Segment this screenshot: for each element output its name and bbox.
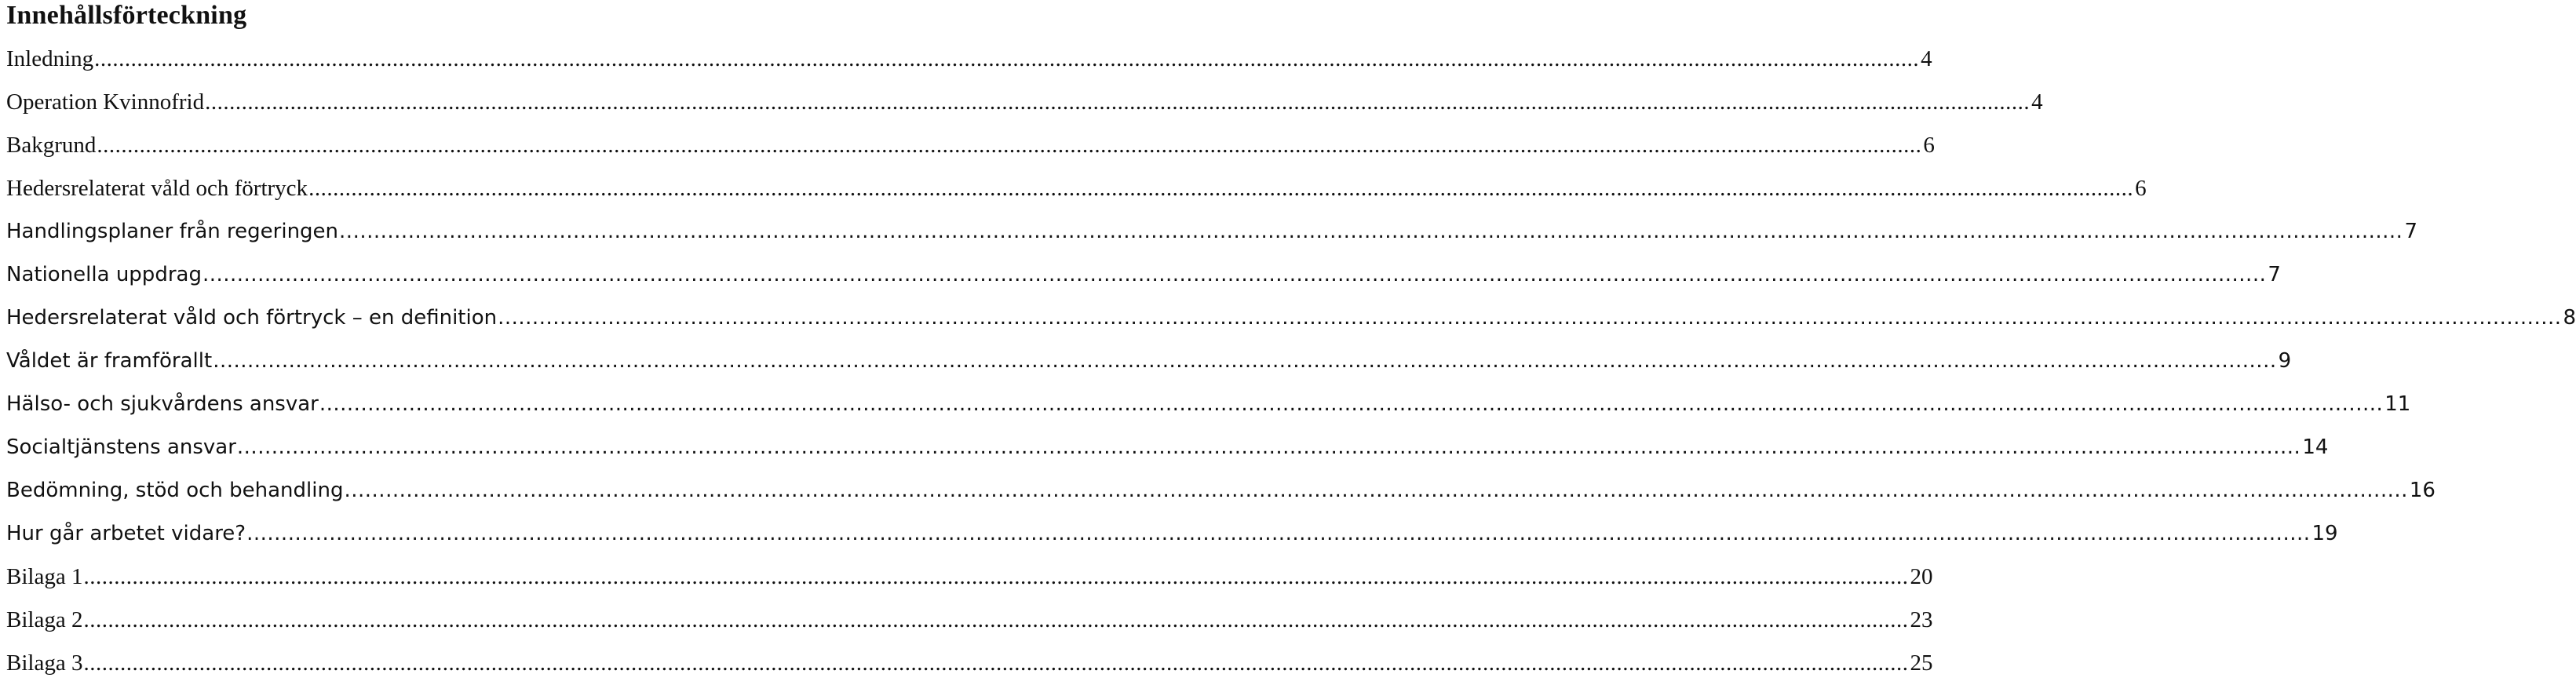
toc-entry-text: Hedersrelaterat våld och förtryck – en definition [6, 306, 498, 330]
toc-entry-text: Bilaga 1 [6, 564, 83, 589]
dot-leader: ............................................................................................................................................................................................................................................................................................................ [236, 435, 2301, 459]
toc-entry[interactable] [6, 556, 1933, 599]
toc-entry[interactable] [6, 297, 2576, 340]
toc-entry[interactable] [6, 426, 2329, 469]
toc-entry-text: Bilaga 2 [6, 607, 83, 632]
toc-entry[interactable] [6, 340, 2292, 383]
toc-entry-text: Hedersrelaterat våld och förtryck [6, 176, 308, 201]
toc-entry-page: 9 [2278, 349, 2292, 373]
toc-entry-page: 14 [2302, 435, 2329, 459]
dot-leader: ............................................................................................................................................................................................................................................................................................................ [308, 176, 2134, 201]
toc-entry[interactable] [6, 210, 2417, 253]
toc-entry-page: 7 [2404, 220, 2417, 243]
toc-entry[interactable] [6, 512, 2338, 556]
toc-entry-text: Operation Kvinnofrid [6, 89, 205, 115]
toc-entry-page: 6 [2135, 176, 2147, 201]
toc-entry-page: 4 [2031, 89, 2043, 115]
toc-entry-text: Bilaga 3 [6, 650, 83, 676]
toc-title: Innehållsförteckning [6, 1, 247, 30]
toc-entry-page: 6 [1923, 133, 1935, 158]
dot-leader: ............................................................................................................................................................................................................................................................................................................ [83, 564, 1909, 589]
toc-entry-page: 16 [2409, 479, 2436, 502]
toc-entry[interactable] [6, 642, 1933, 685]
toc-entry-text: Nationella uppdrag [6, 263, 202, 286]
toc-entry-page: 20 [1910, 564, 1933, 589]
toc-entry[interactable] [6, 167, 2147, 210]
dot-leader: ............................................................................................................................................................................................................................................................................................................ [94, 46, 1920, 71]
dot-leader: ............................................................................................................................................................................................................................................................................................................ [83, 650, 1909, 676]
toc-entry[interactable] [6, 124, 1935, 167]
toc-entry-text: Inledning [6, 46, 94, 71]
dot-leader: ............................................................................................................................................................................................................................................................................................................ [339, 220, 2403, 243]
toc-entry-text: Bakgrund [6, 133, 97, 158]
toc-entry[interactable] [6, 383, 2411, 426]
toc-entry-page: 8 [2563, 306, 2576, 330]
toc-entry[interactable] [6, 81, 2043, 124]
toc-entry-text: Handlingsplaner från regeringen [6, 220, 339, 243]
dot-leader: ............................................................................................................................................................................................................................................................................................................ [246, 522, 2311, 545]
toc-entry-page: 7 [2268, 263, 2281, 286]
toc-entry-page: 25 [1910, 650, 1933, 676]
toc-entry[interactable] [6, 599, 1933, 642]
toc-entry-text: Hur går arbetet vidare? [6, 522, 246, 545]
dot-leader: ............................................................................................................................................................................................................................................................................................................ [319, 392, 2384, 416]
dot-leader: ............................................................................................................................................................................................................................................................................................................ [83, 607, 1909, 632]
dot-leader: ............................................................................................................................................................................................................................................................................................................ [344, 479, 2408, 502]
toc-entry[interactable] [6, 253, 2281, 297]
dot-leader: ............................................................................................................................................................................................................................................................................................................ [205, 89, 2031, 115]
dot-leader: ............................................................................................................................................................................................................................................................................................................ [498, 306, 2562, 330]
toc-entry-page: 11 [2384, 392, 2411, 416]
toc-entry-text: Våldet är framförallt [6, 349, 213, 373]
dot-leader: ............................................................................................................................................................................................................................................................................................................ [202, 263, 2267, 286]
toc-entry[interactable] [6, 469, 2436, 512]
dot-leader: ............................................................................................................................................................................................................................................................................................................ [213, 349, 2277, 373]
dot-leader: ............................................................................................................................................................................................................................................................................................................ [97, 133, 1922, 158]
toc-entry-text: Bedömning, stöd och behandling [6, 479, 344, 502]
toc-entry-page: 19 [2311, 522, 2338, 545]
toc-entry[interactable] [6, 38, 1932, 81]
toc-entry-page: 4 [1921, 46, 1932, 71]
toc-entry-text: Socialtjänstens ansvar [6, 435, 236, 459]
toc-entry-page: 23 [1910, 607, 1933, 632]
toc-entry-text: Hälso- och sjukvårdens ansvar [6, 392, 319, 416]
toc-list [6, 38, 2576, 685]
